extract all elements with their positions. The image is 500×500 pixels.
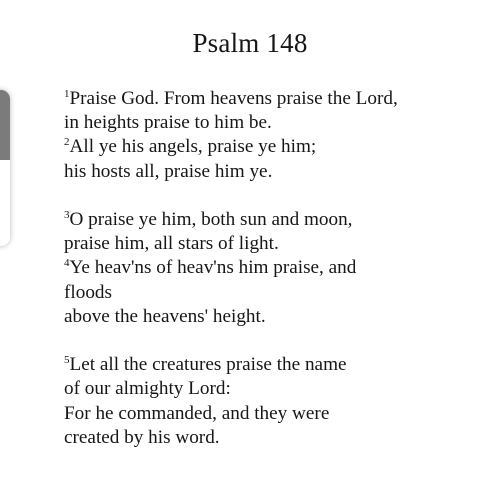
verse-number: 1	[64, 88, 70, 100]
stanza-2	[64, 208, 484, 329]
verse-text: Ye heav'ns of heav'ns him praise, and	[69, 257, 357, 279]
verse-4-line-3: above the heavens' height.	[64, 305, 266, 327]
verse-3-line-2: praise him, all stars of light.	[64, 233, 279, 255]
verse-2-line-1	[64, 135, 484, 159]
verse-5-line-3: For he commanded, and they were	[64, 402, 330, 424]
verse-text: Let all the creatures praise the name	[69, 354, 347, 376]
verse-1-line-1	[64, 87, 484, 111]
verse-text: O praise ye him, both sun and moon,	[69, 209, 353, 230]
verse-5-line-2: of our almighty Lord:	[64, 378, 231, 400]
verse-1-line-2: in heights praise to him be.	[64, 112, 272, 134]
verse-4-line-2: floods	[64, 281, 112, 303]
verse-2-line-2: his hosts all, praise him ye.	[64, 160, 273, 182]
stanza-1	[64, 87, 484, 184]
verse-text: Praise God. From heavens praise the Lord,	[69, 88, 398, 109]
verse-5-line-1	[64, 353, 484, 377]
stanza-3	[64, 353, 484, 450]
verse-number: 3	[64, 209, 70, 221]
verse-number: 5	[64, 354, 70, 367]
page-title: Psalm 148	[192, 28, 308, 58]
verse-5-line-4: created by his word.	[64, 426, 220, 448]
verse-number: 2	[64, 136, 70, 149]
psalm-text	[64, 87, 484, 474]
verse-text: All ye his angels, praise ye him;	[69, 136, 317, 158]
verse-3-line-1	[64, 208, 484, 232]
verse-number: 4	[64, 257, 70, 270]
verse-4-line-1	[64, 256, 484, 280]
